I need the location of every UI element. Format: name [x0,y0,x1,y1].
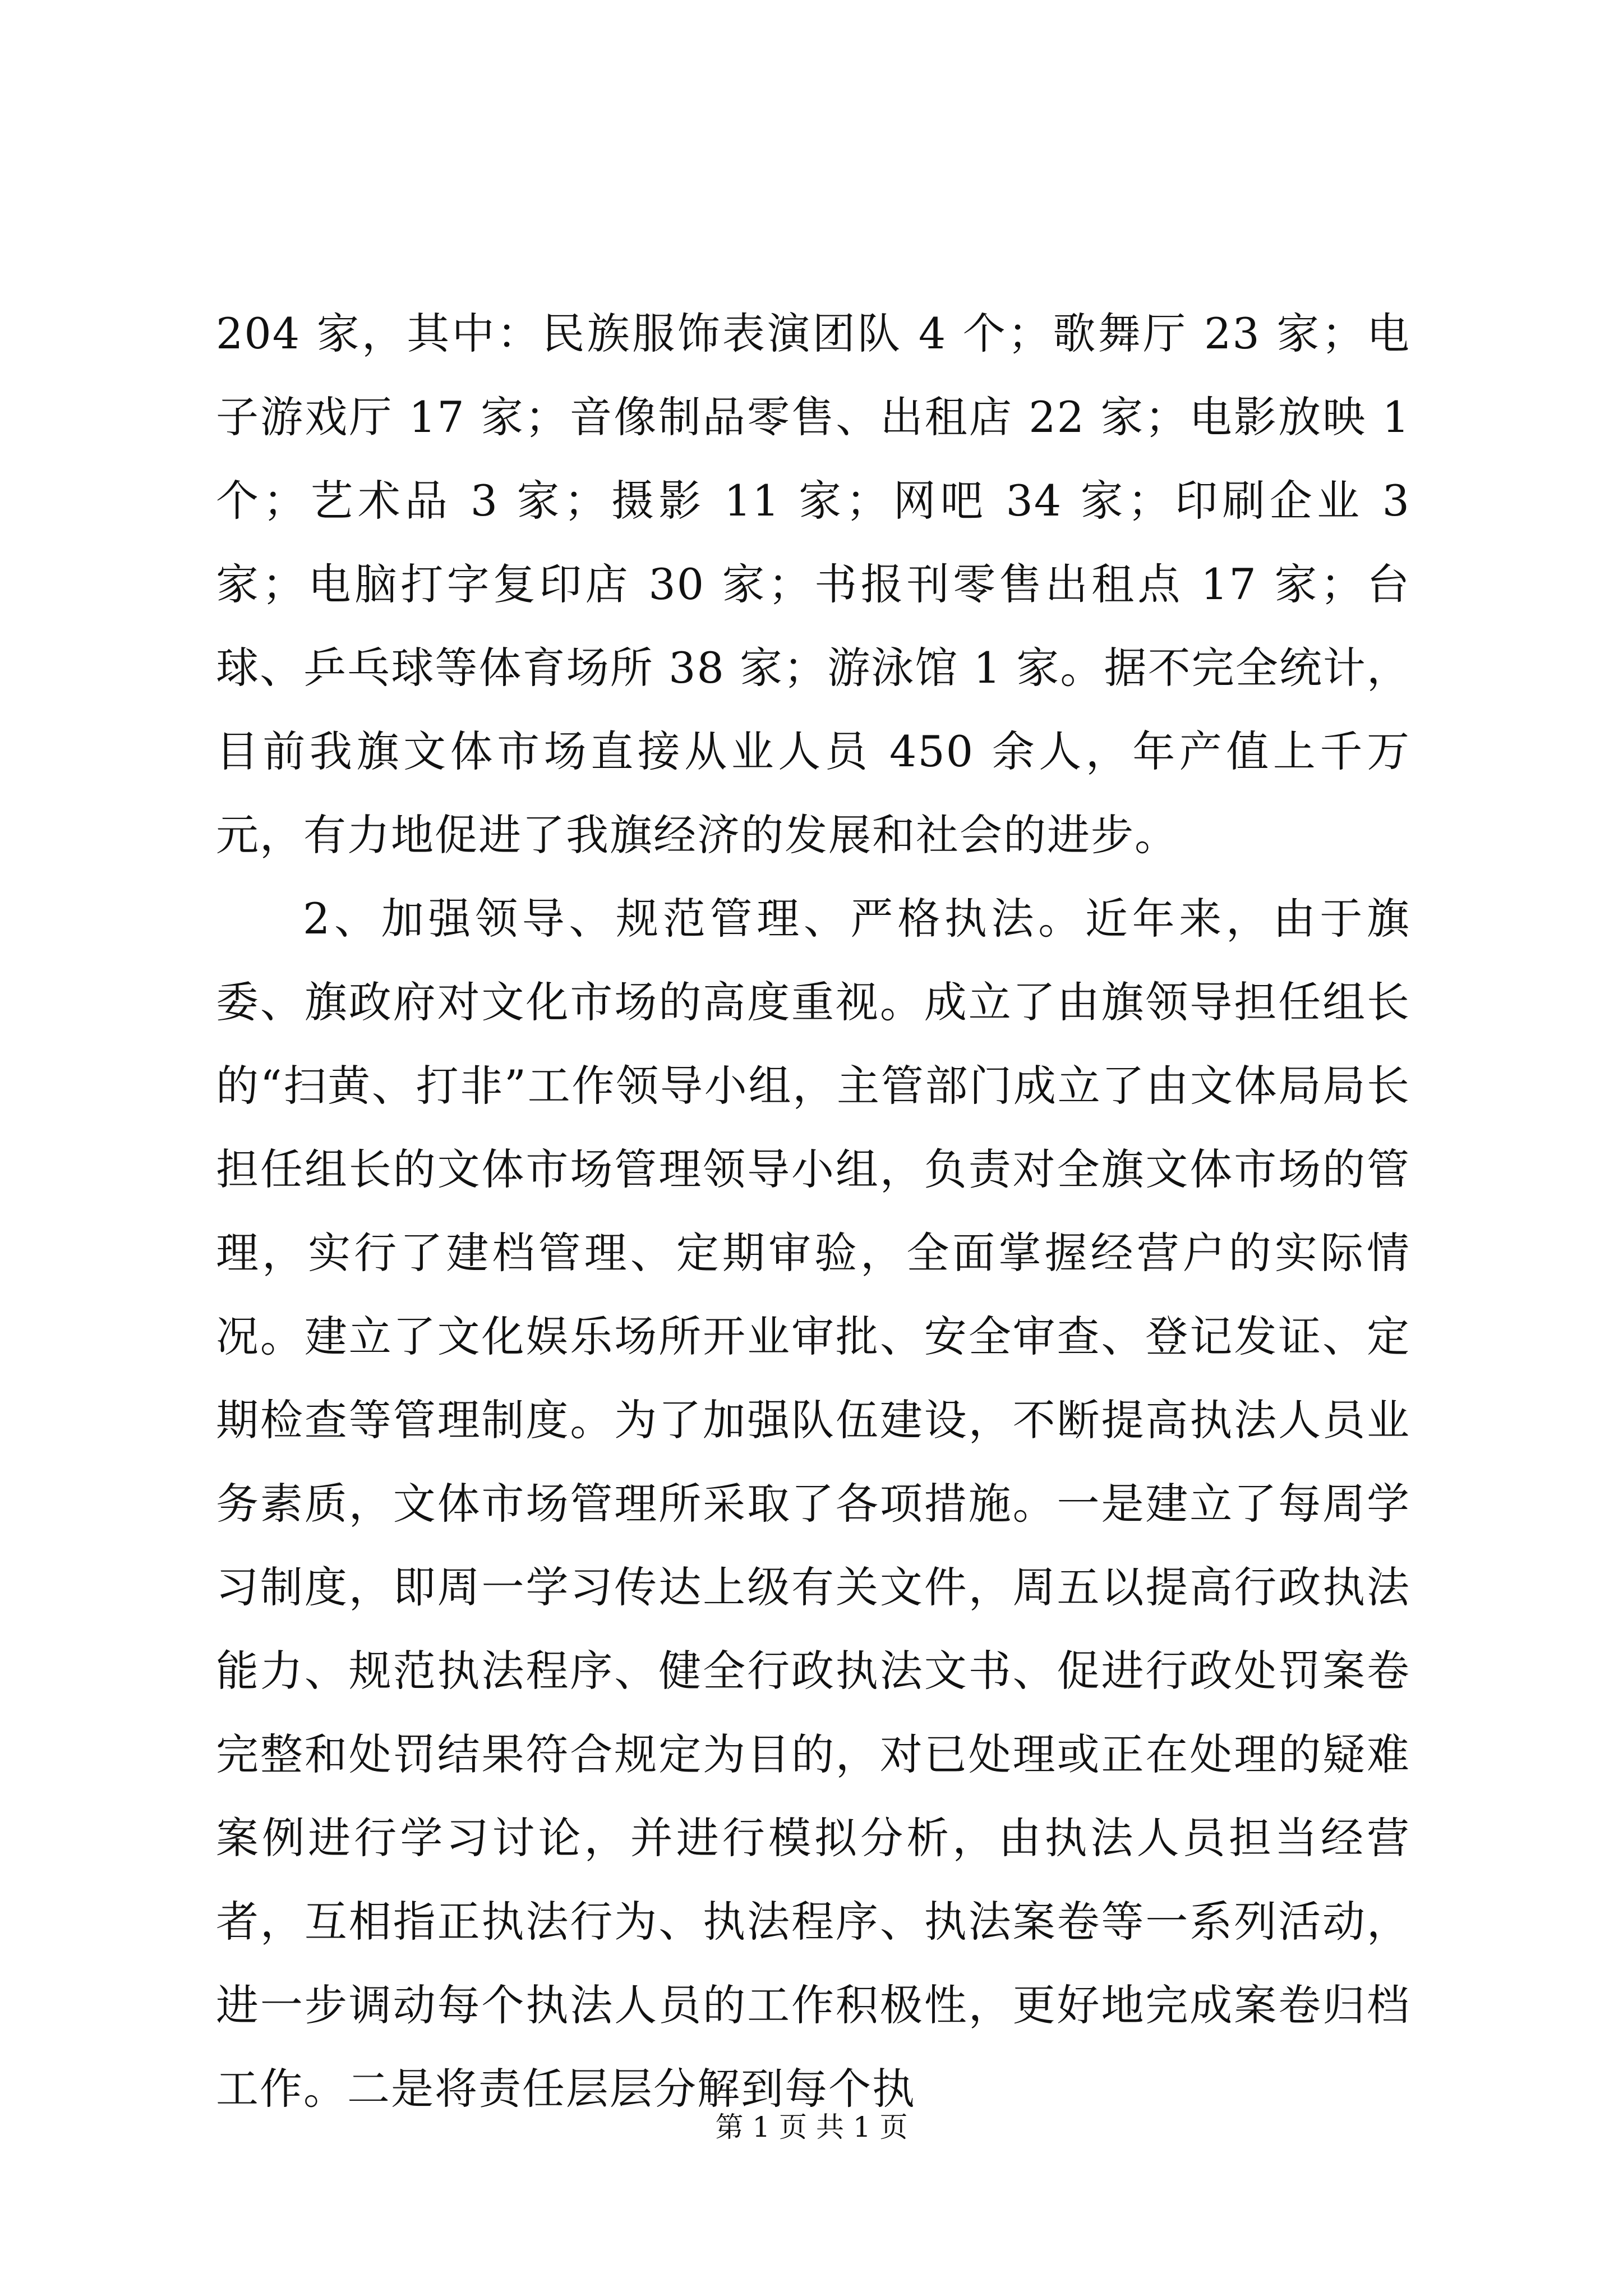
document-body [216,292,1410,2131]
paragraph-section-2: 2、加强领导、规范管理、严格执法。近年来，由于旗委、旗政府对文化市场的高度重视。成立了由旗领导担任组长的“扫黄、打非”工作领导小组，主管部门成立了由文体局局长担任组长的文体市场管理领导小组，负责对全旗文体市场的管理，实行了建档管理、定期审验，全面掌握经营户的实际情况。建立了文化娱乐场所开业审批、安全审查、登记发证、定期检查等管理制度。为了加强队伍建设，不断提高执法人员业务素质，文体市场管理所采取了各项措施。一是建立了每周学习制度，即周一学习传达上级有关文件，周五以提高行政执法能力、规范执法程序、健全行政执法文书、促进行政处罚案卷完整和处罚结果符合规定为目的，对已处理或正在处理的疑难案例进行学习讨论，并进行模拟分析，由执法人员担当经营者，互相指正执法行为、执法程序、执法案卷等一系列活动，进一步调动每个执法人员的工作积极性，更好地完成案卷归档工作。二是将责任层层分解到每个执 [216,894,1410,2114]
paragraph-continuation: 204 家，其中：民族服饰表演团队 4 个；歌舞厅 23 家；电子游戏厅 17 家；音像制品零售、出租店 22 家；电影放映 1 个；艺术品 3 家；摄影 11 家；网吧 34 家；印刷企业 3 家；电脑打字复印店 30 家；书报刊零售出租点 17 家；台球、乒乓球等体育场所 38 家；游泳馆 1 家。据不完全统计，目前我旗文体市场直接从业人员 450 余人，年产值上千万元，有力地促进了我旗经济的发展和社会的进步。 [216,309,1410,860]
page-footer: 第 1 页 共 1 页 [715,2111,908,2143]
